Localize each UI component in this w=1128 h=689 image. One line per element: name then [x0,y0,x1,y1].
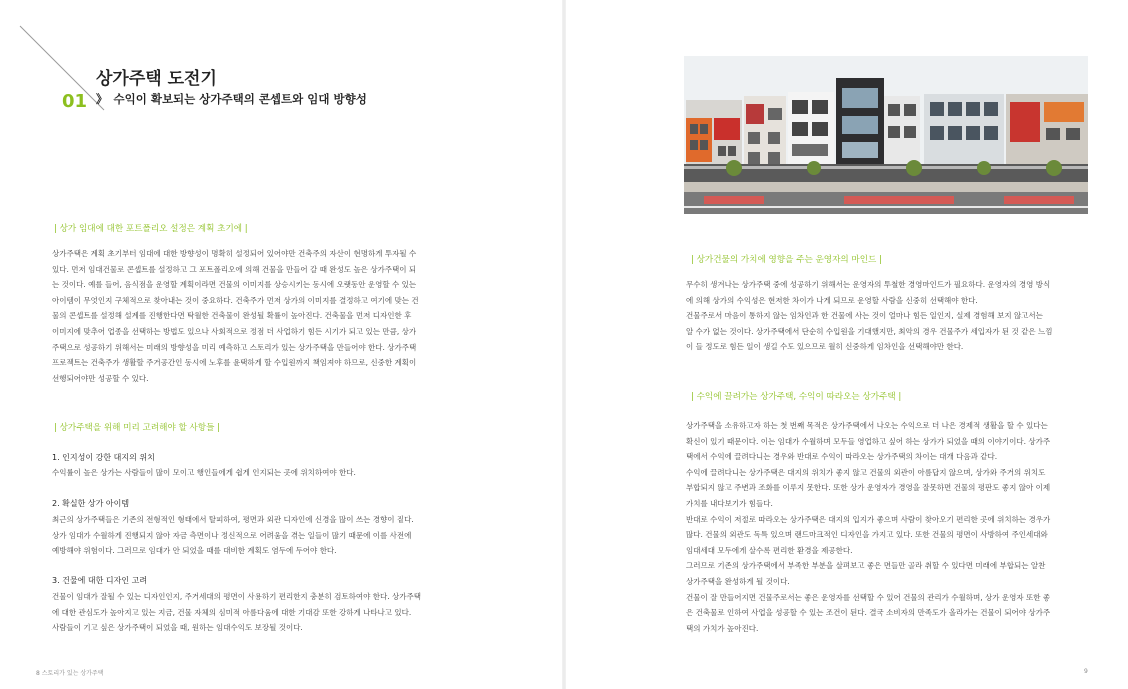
text-line: 상가주택을 완성하게 될 것이다. [686,576,790,586]
text-line: 이 들 정도로 힘든 일이 생길 수도 있으므로 월히 신중하게 임차인을 선택해야만 한다. [686,342,964,352]
text-line: 아이템이 무엇인지 구체적으로 찾아내는 것이 중요하다. 건축주가 먼저 상가의 이미지를 결정하고 여기에 맞는 건 [52,295,419,305]
text-line: 가치를 내다보기가 힘들다. [686,498,773,508]
text-line: 상가 임대가 수월하게 진행되지 않아 자금 측면이나 정신적으로 어려움을 겪는 일들이 많기 때문에 이를 사전에 [52,530,412,540]
chapter-subtitle [96,91,367,107]
text-line: 알 수가 없는 것이다. 상가주택에서 단순히 수입원을 기대했지만, 최악의 경우 건물주가 세입자가 된 것 같은 느낌 [686,326,1053,336]
item-title-store-item: 2. 확실한 상가 아이템 [52,499,130,508]
paragraph-operator-mind [686,277,1128,355]
text-line: 그러므로 기존의 상가주택에서 부족한 부분을 살펴보고 좋은 면들만 골라 취할 수 있다면 미래에 부합되는 알찬 [686,561,1046,571]
subtitle-arrow-icon: 》 [96,92,108,106]
chapter-number: 01 [62,91,88,112]
section-heading-revenue: | 수익에 끌려가는 상가주택, 수익이 따라오는 상가주택 | [691,392,902,402]
footer-right: 9 [1084,668,1088,675]
footer-left: 8 스토리가 있는 상가주택 [36,670,104,677]
text-line: 상가주택을 소유하고자 하는 첫 번째 목적은 상가주택에서 나오는 수익으로 더 나은 경제적 생활을 할 수 있다는 [686,421,1048,430]
text-line: 임대세대 모두에게 살수록 편리한 환경을 제공한다. [686,545,853,555]
text-line: 선행되어야만 성공할 수 있다. [52,373,149,383]
text-line: 건물주로서 마음이 통하지 않는 임차인과 한 건물에 사는 것이 얼마나 힘든 일인지, 실제 경험해 보지 않고서는 [686,311,1043,321]
text-line: 많다. 건물의 외관도 독특 있으며 랜드마크적인 디자인을 가지고 있다. 또한 건물의 평면이 사방하여 주인세대와 [686,530,1048,540]
item-body-design [52,589,504,636]
text-line: 건물이 임대가 잘될 수 있는 디자인인지, 주거세대의 평면이 사용하기 편리한지 충분히 검토하여야 한다. 상가주택 [52,592,422,601]
text-line: 수익에 끌려다니는 상가주택은 대지의 위치가 좋지 않고 건물의 외관이 아름답지 않으며, 상가와 주거의 위치도 [686,467,1046,477]
text-line: 에 대한 관심도가 높아지고 있는 지금, 건물 자체의 심미적 아름다움에 대한 기대감 또한 강하게 나타나고 있다. [52,607,412,617]
text-line: 무수히 생겨나는 상가주택 중에 성공하기 위해서는 운영자의 투철한 경영마인드가 필요하다. 운영자의 경영 방식 [686,280,1051,289]
text-line: 건물이 잘 만들어지면 건물주로서는 좋은 운영자를 선택할 수 있어 건물의 관리가 수월하며, 상가 운영자 또한 좋 [686,592,1051,602]
text-line: 프로젝트는 건축주가 생활할 주거공간인 동시에 노후를 윤택하게 할 수입원까지 책임져야 하므로, 신중한 계획이 [52,358,417,368]
text-line: 반대로 수익이 저절로 따라오는 상가주택은 대지의 입지가 좋으며 사람이 찾아오기 편리한 곳에 위치하는 경우가 [686,514,1051,524]
right-page [564,0,1128,689]
text-line: 수익률이 높은 상가는 사람들이 많이 모이고 행인들에게 쉽게 인지되는 곳에 위치하여야 한다. [52,468,356,477]
text-line: 있다. 먼저 임대건물로 콘셉트를 설정하고 그 포트폴리오에 의해 건물을 만들어 갈 때 완성도 높은 상가주택이 되 [52,264,417,274]
item-body-store-item [52,512,504,559]
text-line: 사람들이 기고 싶은 상가주택이 되었을 때, 원하는 임대수익도 보장될 것이다. [52,623,303,633]
text-line: 상가주택은 계획 초기부터 임대에 대한 방향성이 명확히 설정되어 있어야만 건축주의 자산이 현명하게 투자될 수 [52,249,417,258]
text-line: 확신이 있기 때문이다. 이는 임대가 수월하며 모두들 영업하고 싶어 하는 상가가 되었을 때의 이야기이다. 상가주 [686,436,1051,446]
text-line: 은 건축물로 인하여 사업을 성공할 수 있는 조건이 된다. 결국 소비자의 만족도가 올라가는 건물이 되어야 상가주 [686,608,1051,618]
section-heading-considerations: | 상가주택을 위해 미리 고려해야 할 사항들 | [54,423,221,433]
text-line: 택의 가치가 높아진다. [686,623,759,633]
chapter-subtitle-text: 수익이 확보되는 상가주택의 콘셉트와 임대 방향성 [113,92,367,106]
item-title-design: 3. 건물에 대한 디자인 고려 [52,576,148,585]
text-line: 에 의해 상가의 수익성은 현저한 차이가 나게 되므로 운영할 사람을 신중히 선택해야 한다. [686,295,978,305]
text-line: 이미지에 맞추어 업종을 선택하는 방법도 있으나 사회적으로 정점 더 사업하기 힘든 시기가 되고 있는 만큼, 상가 [52,326,417,336]
text-line: 부합되지 않고 주변과 조화를 이루지 못한다. 또한 상가 운영자가 경영을 잘못하면 건물의 평판도 좋지 않아 이제 [686,483,1051,493]
item-body-location [52,465,504,481]
item-title-location: 1. 인지성이 강한 대지의 위치 [52,453,155,462]
text-line: 예방해야 위험이다. 그러므로 임대가 안 되었을 때를 대비한 계획도 염두에 두어야 한다. [52,546,337,556]
text-line: 물의 콘셉트를 설정해 설계를 진행한다면 탁월한 건축물이 완성될 확률이 높아진다. 건축물을 먼저 디자인한 후 [52,311,412,321]
section-heading-portfolio: | 상가 임대에 대한 포트폴리오 설정은 계획 초기에 | [54,224,248,234]
chapter-title: 상가주택 도전기 [96,69,217,89]
text-line: 주택으로 성공하기 위해서는 미래의 방향성을 미리 예측하고 스토리가 있는 상가주택을 만들어야 한다. 상가주택 [52,342,417,352]
paragraph-portfolio [52,246,504,386]
text-line: 택에서 수익에 끌려다니는 경우와 반대로 수익이 따라오는 상가주택의 차이는 대개 다음과 같다. [686,452,998,462]
text-line: 는 것이다. 예를 들어, 음식점을 운영할 계획이라면 건물의 이미지를 상승시키는 동시에 오랫동안 운영할 수 있는 [52,280,417,290]
paragraph-revenue [686,418,1128,636]
section-heading-operator-mind: | 상가건물의 가치에 영향을 주는 운영자의 마인드 | [691,255,882,265]
text-line: 최근의 상가주택들은 기존의 전형적인 형태에서 탈피하여, 평면과 외관 디자인에 신경을 많이 쓰는 경향이 짙다. [52,515,414,524]
